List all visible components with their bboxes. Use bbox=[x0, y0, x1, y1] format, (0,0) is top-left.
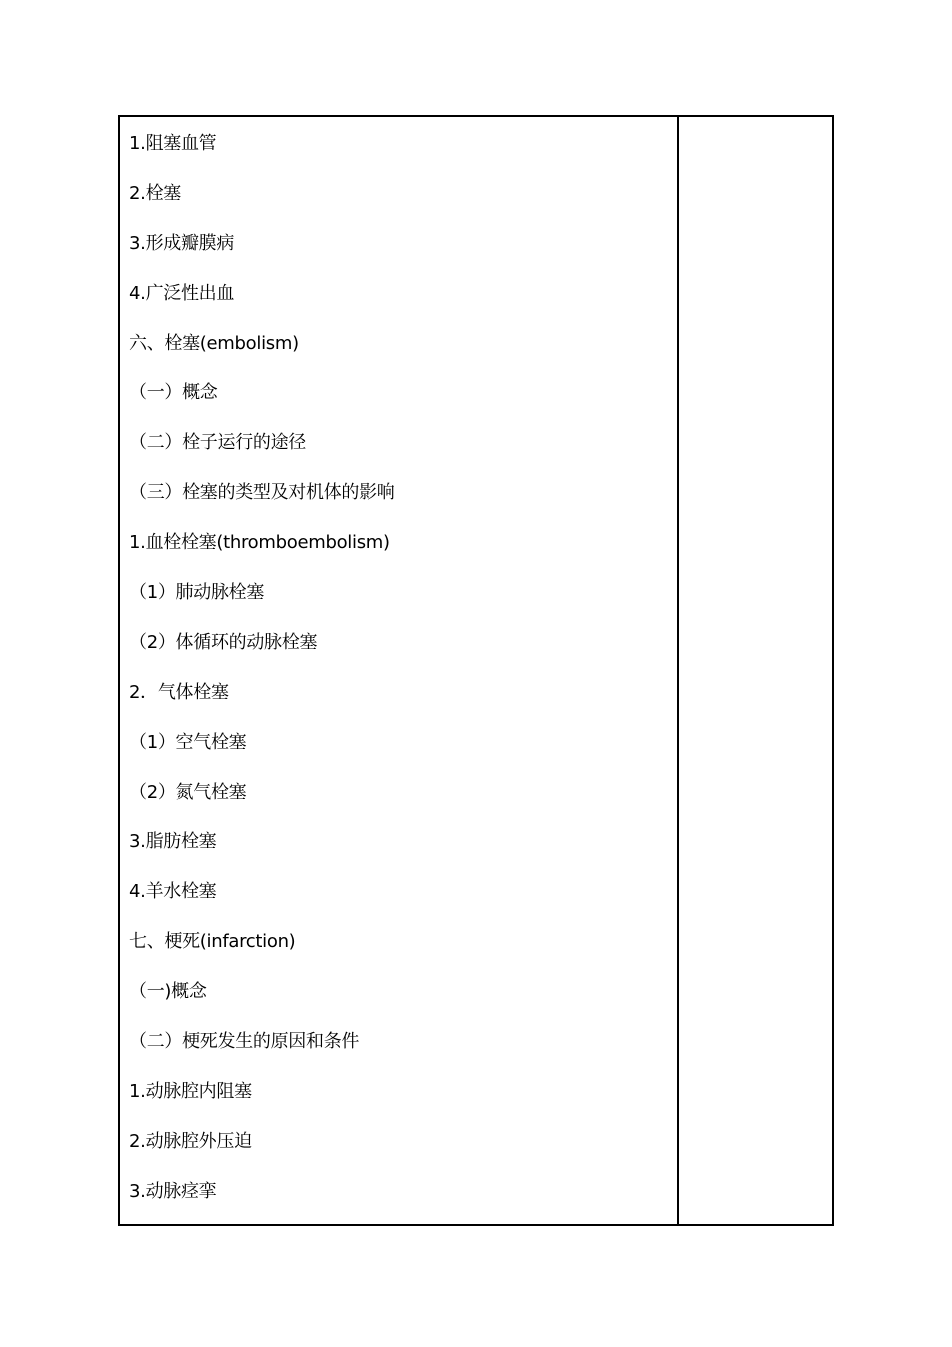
outline-line: 六、栓塞(embolism) bbox=[129, 332, 299, 354]
outline-line: （2）氮气栓塞 bbox=[129, 781, 247, 803]
outline-line: （2）体循环的动脉栓塞 bbox=[129, 631, 318, 653]
outline-line: （1）空气栓塞 bbox=[129, 731, 247, 753]
outline-line: 2.栓塞 bbox=[129, 182, 181, 204]
content-table bbox=[118, 115, 834, 1226]
outline-line: 4.广泛性出血 bbox=[129, 282, 235, 304]
outline-line: 2．气体栓塞 bbox=[129, 681, 229, 703]
outline-line: 七、梗死(infarction) bbox=[129, 931, 296, 953]
outline-line: 3.动脉痉挛 bbox=[129, 1180, 217, 1202]
side-column bbox=[679, 117, 832, 1224]
outline-line: 1.阻塞血管 bbox=[129, 133, 217, 154]
outline-line: 3.脂肪栓塞 bbox=[129, 831, 217, 853]
outline-line: 2.动脉腔外压迫 bbox=[129, 1130, 252, 1152]
outline-line: 4.羊水栓塞 bbox=[129, 881, 217, 903]
outline-line: （三）栓塞的类型及对机体的影响 bbox=[129, 482, 395, 504]
main-column bbox=[120, 117, 679, 1224]
outline-line: （一）概念 bbox=[129, 382, 218, 404]
outline-line: （1）肺动脉栓塞 bbox=[129, 582, 265, 604]
outline-line: 1.血栓栓塞(thromboembolism) bbox=[129, 532, 390, 554]
outline-line: 3.形成瓣膜病 bbox=[129, 232, 235, 254]
outline-line: （一)概念 bbox=[129, 981, 207, 1003]
outline-list bbox=[129, 131, 395, 1229]
outline-line: （二）梗死发生的原因和条件 bbox=[129, 1031, 360, 1053]
outline-line: 1.动脉腔内阻塞 bbox=[129, 1080, 252, 1102]
outline-line: （二）栓子运行的途径 bbox=[129, 432, 306, 454]
